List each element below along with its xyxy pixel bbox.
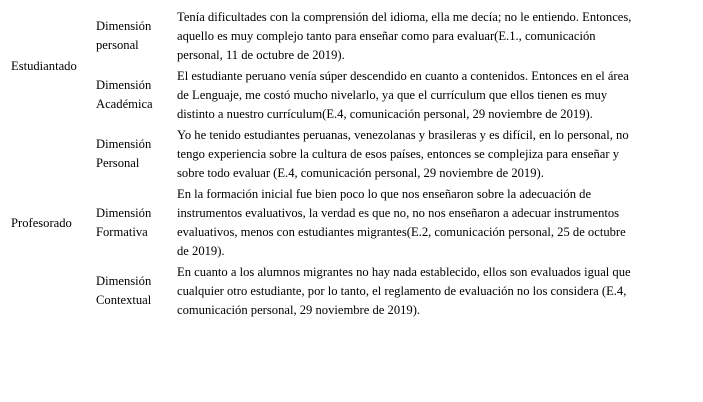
dimension-type: personal bbox=[96, 38, 139, 52]
dimension-label-contextual bbox=[96, 272, 151, 310]
dimension-word: Dimensión bbox=[96, 19, 152, 33]
dimension-type: Contextual bbox=[96, 293, 152, 307]
quote-line: cualquier otro estudiante, por lo tanto, el reglamento de evaluación no los considera (E.4, bbox=[177, 284, 627, 298]
quote-row-5 bbox=[177, 263, 631, 320]
quote-line: de 2019). bbox=[177, 244, 225, 258]
dimension-word: Dimensión bbox=[96, 137, 152, 151]
quote-line: Tenía dificultades con la comprensión del idioma, ella me decía; no le entiendo. Entonces, bbox=[177, 10, 632, 24]
quote-line: Yo he tenido estudiantes peruanas, venezolanas y brasileras y es difícil, en lo personal, no bbox=[177, 128, 629, 142]
quote-line: evaluativos, menos con estudiantes migrantes(E.2, comunicación personal, 25 de octubre bbox=[177, 225, 626, 239]
quote-line: El estudiante peruano venía súper descendido en cuanto a contenidos. Entonces en el área bbox=[177, 69, 629, 83]
dimension-word: Dimensión bbox=[96, 78, 152, 92]
quote-line: personal, 11 de octubre de 2019). bbox=[177, 48, 345, 62]
quote-row-1 bbox=[177, 8, 631, 65]
quote-row-2 bbox=[177, 67, 629, 124]
dimension-type: Académica bbox=[96, 97, 153, 111]
dimension-word: Dimensión bbox=[96, 274, 152, 288]
quote-row-3 bbox=[177, 126, 629, 183]
dimension-label-academica bbox=[96, 76, 153, 114]
quote-row-4 bbox=[177, 185, 626, 261]
quote-line: aquello es muy complejo tanto para enseñar como para evaluar(E.1., comunicación bbox=[177, 29, 596, 43]
quote-line: distinto a nuestro currículum(E.4, comunicación personal, 29 noviembre de 2019). bbox=[177, 107, 593, 121]
dimension-type: Formativa bbox=[96, 225, 148, 239]
dimension-word: Dimensión bbox=[96, 206, 152, 220]
dimension-label-personal-2 bbox=[96, 135, 151, 173]
dimension-label-personal-1 bbox=[96, 17, 151, 55]
quote-line: En la formación inicial fue bien poco lo que nos enseñaron sobre la adecuación de bbox=[177, 187, 592, 201]
quote-line: instrumentos evaluativos, la verdad es que no, no nos enseñaron a adecuar instrumentos bbox=[177, 206, 620, 220]
quote-line: de Lenguaje, me costó mucho nivelarlo, ya que el currículum que ellos tienen es muy bbox=[177, 88, 608, 102]
quote-line: tengo experiencia sobre la cultura de esos países, entonces se complejiza para enseñar y bbox=[177, 147, 619, 161]
quote-line: sobre todo evaluar (E.4, comunicación personal, 29 noviembre de 2019). bbox=[177, 166, 544, 180]
group-label-profesorado: Profesorado bbox=[11, 216, 72, 230]
dimension-label-formativa bbox=[96, 204, 151, 242]
dimension-type: Personal bbox=[96, 156, 140, 170]
group-label-estudiantado: Estudiantado bbox=[11, 59, 77, 73]
quote-line: comunicación personal, 29 noviembre de 2019). bbox=[177, 303, 421, 317]
quote-line: En cuanto a los alumnos migrantes no hay nada establecido, ellos son evaluados igual que bbox=[177, 265, 631, 279]
